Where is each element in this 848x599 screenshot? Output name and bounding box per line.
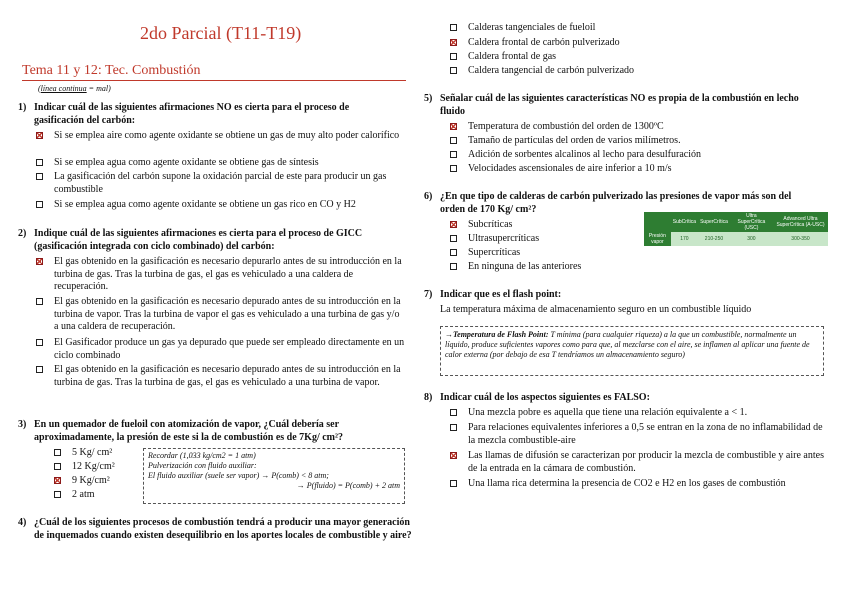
q3-option-b[interactable]: 12 Kg/cm² — [54, 461, 144, 474]
q4-option-c[interactable]: Caldera frontal de gas — [450, 51, 830, 64]
checked-box-icon[interactable] — [450, 221, 457, 228]
legend-note: (línea continua = mal) — [38, 84, 111, 93]
table-header-cell — [644, 212, 671, 232]
checkbox-icon[interactable] — [450, 53, 457, 60]
checked-box-icon[interactable] — [36, 258, 43, 265]
checkbox-icon[interactable] — [36, 339, 43, 346]
q3-option-d[interactable]: 2 atm — [54, 489, 144, 502]
question-7: 7) Indicar que es el flash point: — [424, 289, 562, 300]
q8-option-b[interactable]: Para relaciones equivalentes inferiores a 0,5 se entran en la zona de no inflamabilidad de la mezcla combustible-aire — [450, 422, 825, 447]
q5-option-a[interactable]: Temperatura de combustión del orden de 1300ºC — [450, 121, 830, 134]
note-line: Pulverización con fluido auxiliar: — [148, 461, 257, 470]
question-3: 3) En un quemador de fueloil con atomización de vapor, ¿Cuál debería ser aproximadamente, la presión de este si la de combustión es de 7Kg/ cm²? — [18, 419, 344, 443]
checkbox-icon[interactable] — [450, 151, 457, 158]
note-line: El fluido auxiliar (suele ser vapor) → P(comb) < 8 atm; — [148, 471, 329, 480]
note-line: Recordar (1,033 kg/cm2 = 1 atm) — [148, 451, 256, 460]
checkbox-icon[interactable] — [450, 165, 457, 172]
table-header-row — [644, 212, 828, 232]
q2-option-b[interactable]: El gas obtenido en la gasificación es necesario depurado antes de su introducción en la turbina de vapor. Tras la turbina de vapor el gas es vehiculado a una turbina de gas y/o a una caldera de recuperación. — [36, 296, 406, 334]
q6-option-c[interactable]: Supercríticas — [450, 247, 620, 260]
q3-option-c[interactable]: 9 Kg/cm² — [54, 475, 144, 488]
note-lead: →Temperatura de Flash Point: — [445, 330, 549, 339]
table-header-cell: Ultra SuperCrítica (USC) — [730, 212, 773, 232]
checkbox-icon[interactable] — [450, 137, 457, 144]
checked-box-icon[interactable] — [450, 123, 457, 130]
table-header-cell: SuperCrítica — [698, 212, 730, 232]
question-5: 5) Señalar cuál de las siguientes características NO es propia de la combustión en lecho fluido — [424, 93, 799, 117]
checked-box-icon[interactable] — [450, 39, 457, 46]
question-4: 4) ¿Cuál de los siguientes procesos de combustión tendrá a producir una mayor generación de inquemados cuando existen desequilibrio en los aportes locales de combustible y aire? — [18, 517, 412, 541]
checkbox-icon[interactable] — [36, 201, 43, 208]
checkbox-icon[interactable] — [36, 173, 43, 180]
table-cell: Presión vapor — [644, 232, 671, 246]
checkbox-icon[interactable] — [450, 249, 457, 256]
note-line: → P(fluido) = P(comb) + 2 atm — [296, 481, 400, 490]
table-cell: 170 — [671, 232, 698, 246]
question-1: 1) Indicar cuál de las siguientes afirmaciones NO es cierta para el proceso de gasificación del carbón: — [18, 102, 350, 126]
q1-option-c[interactable]: La gasificación del carbón supone la oxidación parcial de este para producir un gas combustible — [36, 171, 400, 196]
q4-option-a[interactable]: Calderas tangenciales de fueloil — [450, 22, 830, 35]
q6-option-b[interactable]: Ultrasupercríticas — [450, 233, 620, 246]
question-6: 6) ¿En que tipo de calderas de carbón pulverizado las presiones de vapor más son del orden de 170 Kg/ cm²? — [424, 191, 792, 215]
q5-option-b[interactable]: Tamaño de partículas del orden de varios milímetros. — [450, 135, 830, 148]
checkbox-icon[interactable] — [54, 463, 61, 470]
question-8: 8) Indicar cuál de los aspectos siguientes es FALSO: — [424, 392, 650, 403]
checkbox-icon[interactable] — [450, 263, 457, 270]
q4-option-d[interactable]: Caldera tangencial de carbón pulverizado — [450, 65, 830, 78]
q1-option-b[interactable]: Si se emplea agua como agente oxidante se obtiene gas de síntesis — [36, 157, 400, 170]
table-header-cell: SubCrítica — [671, 212, 698, 232]
checkbox-icon[interactable] — [450, 480, 457, 487]
q6-option-d[interactable]: En ninguna de las anteriores — [450, 261, 620, 274]
q7-answer: La temperatura máxima de almacenamiento seguro en un combustible líquido — [440, 304, 752, 315]
q3-option-a[interactable]: 5 Kg/ cm² — [54, 447, 144, 460]
checkbox-icon[interactable] — [54, 491, 61, 498]
q5-option-c[interactable]: Adición de sorbentes alcalinos al lecho para desulfuración — [450, 149, 830, 162]
q3-note-box — [143, 448, 405, 504]
q7-note-box — [440, 326, 824, 376]
q2-option-a[interactable]: El gas obtenido en la gasificación es necesario depurarlo antes de su introducción en la turbina de gas. Tras la turbina de gas, el gas es vehiculado a una caldera de recuperación. — [36, 256, 406, 294]
page-title: 2do Parcial (T11-T19) — [140, 23, 302, 43]
checkbox-icon[interactable] — [450, 409, 457, 416]
q2-option-c[interactable]: El Gasificador produce un gas ya depurado que puede ser empleado directamente en un ciclo combinado — [36, 337, 406, 362]
checked-box-icon[interactable] — [54, 477, 61, 484]
boiler-pressure-table — [644, 212, 828, 246]
table-header-cell: Advanced Ultra SuperCrítica (A-USC) — [773, 212, 828, 232]
checkbox-icon[interactable] — [450, 235, 457, 242]
checkbox-icon[interactable] — [450, 24, 457, 31]
checkbox-icon[interactable] — [36, 298, 43, 305]
checkbox-icon[interactable] — [36, 366, 43, 373]
topic-heading: Tema 11 y 12: Tec. Combustión — [22, 63, 201, 78]
q1-option-a[interactable]: Si se emplea aire como agente oxidante se obtiene un gas de muy alto poder calorífico — [36, 130, 400, 143]
checked-box-icon[interactable] — [450, 452, 457, 459]
question-2: 2) Indique cuál de las siguientes afirmaciones es cierta para el proceso de GICC (gasificación integrada con ciclo combinado) del carbón: — [18, 228, 363, 252]
q5-option-d[interactable]: Velocidades ascensionales de aire inferior a 10 m/s — [450, 163, 830, 176]
checkbox-icon[interactable] — [450, 67, 457, 74]
table-row — [644, 232, 828, 246]
topic-divider — [22, 80, 406, 81]
q1-option-d[interactable]: Si se emplea agua como agente oxidante se obtiene un gas rico en CO y H2 — [36, 199, 400, 212]
q8-option-d[interactable]: Una llama rica determina la presencia de CO2 e H2 en los gases de combustión — [450, 478, 825, 491]
q6-option-a[interactable]: Subcríticas — [450, 219, 620, 232]
checkbox-icon[interactable] — [36, 159, 43, 166]
q8-option-a[interactable]: Una mezcla pobre es aquella que tiene una relación equivalente a < 1. — [450, 407, 825, 420]
table-cell: 300 — [730, 232, 773, 246]
checkbox-icon[interactable] — [450, 424, 457, 431]
table-cell: 300-350 — [773, 232, 828, 246]
checkbox-icon[interactable] — [54, 449, 61, 456]
q2-option-d[interactable]: El gas obtenido en la gasificación es necesario depurado antes de su introducción en la turbina de gas. Tras la turbina de gas, el gas es vehiculado a una turbina de vapor. — [36, 364, 406, 389]
table-cell: 210-250 — [698, 232, 730, 246]
checked-box-icon[interactable] — [36, 132, 43, 139]
note-body: T mínima (para cualquier riqueza) a la que un combustible, normalmente un líquido, produce suficientes vapores como para que, al mezclarse con el aire, se inflamen al aplicar una fuente de calor externa (por debajo de esa T tendríamos un almacenamiento seguro) — [445, 330, 810, 359]
q4-option-b[interactable]: Caldera frontal de carbón pulverizado — [450, 37, 830, 50]
q8-option-c[interactable]: Las llamas de difusión se caracterizan por producir la mezcla de combustible y aire antes de la entrada en la cámara de combustión. — [450, 450, 825, 475]
